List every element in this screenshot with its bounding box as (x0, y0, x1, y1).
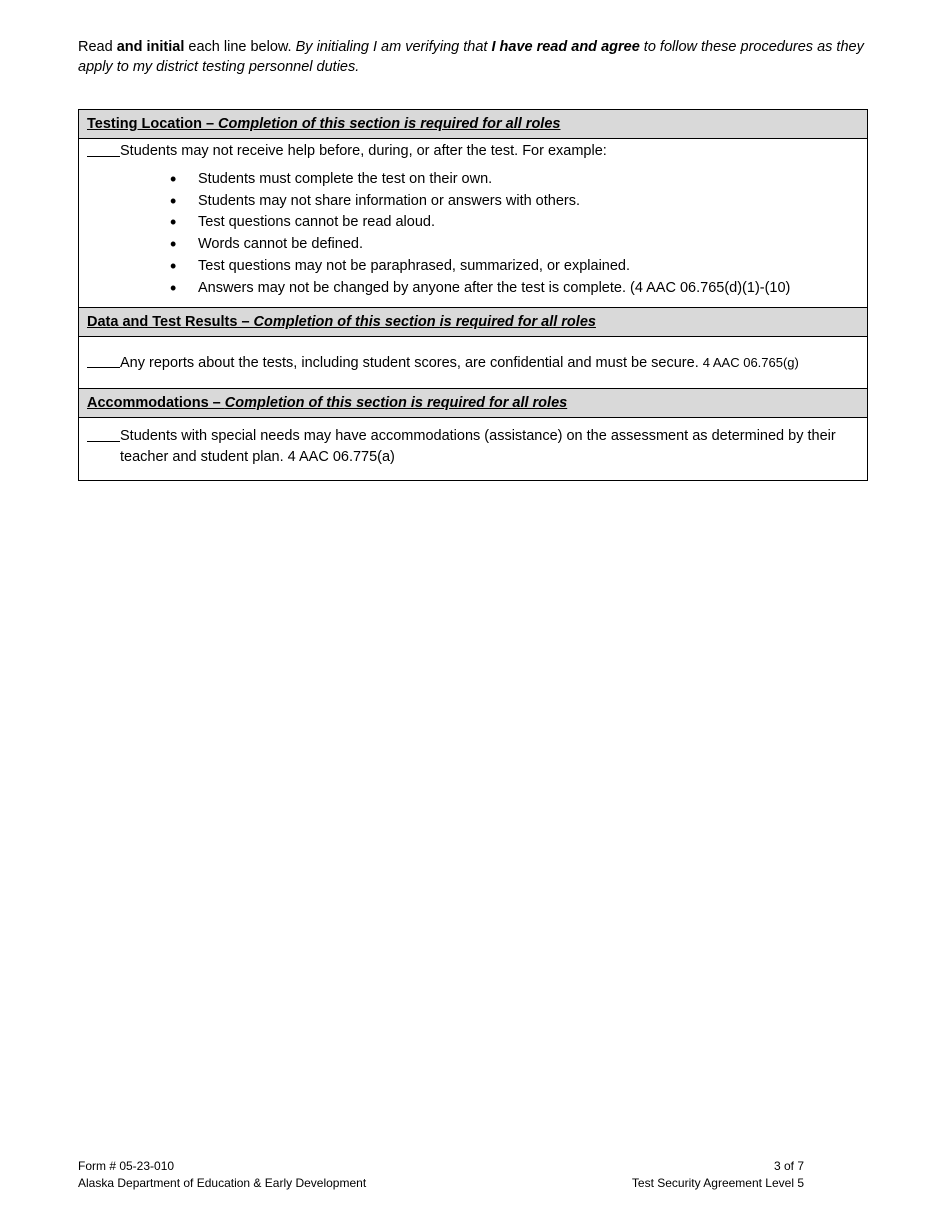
list-item: • Words cannot be defined. (198, 234, 859, 256)
section-title: Data and Test Results – (87, 314, 254, 331)
list-item: • Students must complete the test on their own. (198, 169, 859, 191)
list-item: • Students may not share information or answers with others. (198, 191, 859, 213)
page-number: 3 of 7 (773, 1159, 804, 1173)
section-note: Completion of this section is required for all roles (253, 314, 596, 331)
initial-blank[interactable] (87, 426, 120, 442)
section-header-accommodations (79, 389, 868, 418)
form-number: Form # 05-23-010 (78, 1159, 175, 1173)
intro-text-2: and initial (116, 39, 185, 55)
department-name: Alaska Department of Education & Early Development (78, 1176, 367, 1190)
intro-paragraph (78, 37, 873, 77)
list-item: • Test questions cannot be read aloud. (198, 212, 859, 234)
footer-left (78, 1158, 366, 1192)
initial-line (87, 141, 859, 162)
section-body-data-results (79, 337, 868, 389)
intro-text-4: By initialing I am verifying that (295, 39, 492, 55)
section-title: Testing Location – (87, 116, 219, 132)
intro-text-6: to follow these procedures as they apply to my district testing personnel duties. (78, 39, 864, 75)
section-note: Completion of this section is required for all roles (224, 395, 568, 412)
item-citation: 4 AAC 06.765(g) (702, 354, 799, 370)
document-title: Test Security Agreement Level 5 (631, 1176, 804, 1190)
section-body-testing-location (79, 139, 868, 308)
initial-line (87, 426, 859, 468)
initial-line (87, 352, 859, 374)
bullet-list (87, 169, 859, 299)
section-header-data-results (79, 308, 868, 337)
section-title: Accommodations – (87, 395, 225, 412)
section-body-accommodations (79, 418, 868, 481)
list-item: • Test questions may not be paraphrased, summarized, or explained. (198, 256, 859, 278)
item-text: Any reports about the tests, including student scores, are confidential and must be secure. (120, 354, 699, 371)
item-text: Students with special needs may have accommodations (assistance) on the assessment as determined by their teacher and student plan. 4 AAC 06.775(a) (120, 428, 836, 466)
section-note: Completion of this section is required for all roles (218, 116, 561, 132)
list-item: • Answers may not be changed by anyone after the test is complete. (4 AAC 06.765(d)(1)-(10) (198, 278, 859, 300)
intro-text-1: Read (78, 39, 117, 55)
initial-blank[interactable] (87, 141, 120, 157)
section-header-testing-location (79, 110, 868, 139)
agreement-table (78, 109, 868, 481)
item-text: Students may not receive help before, during, or after the test. For example: (120, 143, 607, 159)
initial-blank[interactable] (87, 352, 120, 368)
intro-text-5: I have read and agree (491, 39, 640, 55)
footer-right (632, 1158, 804, 1192)
intro-text-3: each line below. (184, 39, 296, 55)
